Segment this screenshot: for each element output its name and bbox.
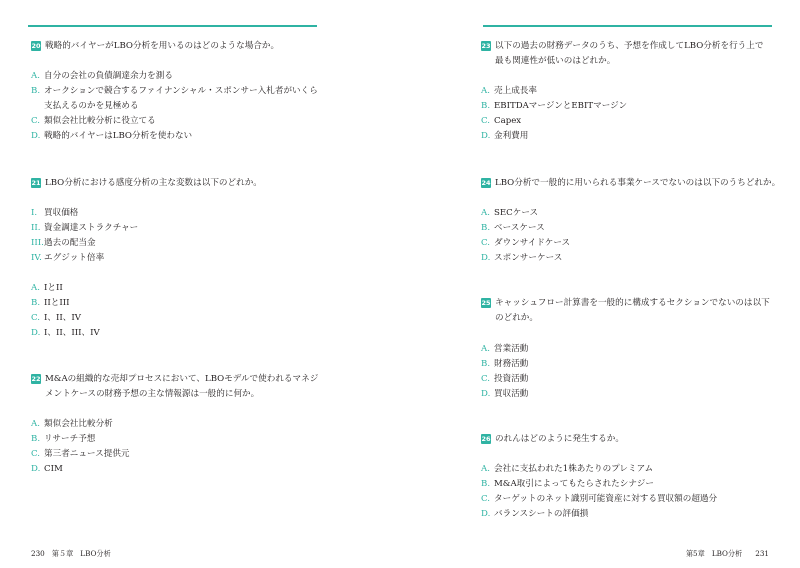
option-text: I、II、III、IV: [44, 328, 100, 338]
page-number: 231: [755, 549, 769, 558]
question-24: [481, 176, 786, 191]
options-list: [31, 281, 331, 341]
option-text: 売上成長率: [494, 86, 537, 96]
top-rule: [483, 25, 772, 27]
option-item: [481, 114, 781, 129]
question-line: [31, 176, 331, 191]
item-text: 資金調達ストラクチャー: [44, 223, 139, 233]
question-number-badge: 25: [481, 299, 491, 307]
option-letter: D.: [481, 131, 491, 141]
item-text: 過去の配当金: [44, 238, 96, 248]
option-letter: B.: [481, 479, 491, 489]
option-text: オークションで競合するファイナンシャル・スポンサー入札者がいくら: [44, 86, 318, 96]
option-item: [481, 206, 781, 221]
option-letter: D.: [481, 389, 491, 399]
option-text: 会社に支払われた1株あたりのプレミアム: [494, 464, 654, 474]
option-text: SECケース: [494, 208, 539, 218]
question-text: LBO分析で一般的に用いられる事業ケースでないのは以下のうちどれか。: [495, 178, 781, 188]
page-footer: [31, 549, 111, 559]
option-text: 財務活動: [494, 359, 529, 369]
option-item: [481, 129, 781, 144]
chapter-label: 第5章: [685, 549, 705, 558]
question-line: [31, 39, 331, 54]
question-text: M&Aの組織的な売却プロセスにおいて、LBOモデルで使われるマネジ: [45, 374, 319, 384]
option-letter: A.: [481, 86, 490, 96]
option-text: IIとIII: [44, 298, 70, 308]
option-letter: D.: [481, 509, 491, 519]
roman-numeral: II.: [31, 223, 41, 233]
question-number-badge: 23: [481, 42, 491, 50]
question-26: [481, 432, 781, 447]
roman-item: [31, 221, 331, 236]
option-text: 支払えるのかを見極める: [44, 101, 139, 111]
question-number-badge: 21: [31, 179, 41, 187]
option-text: 類似会社比較分析に役立てる: [44, 116, 156, 126]
option-item: [31, 432, 331, 447]
option-item: [481, 251, 781, 266]
option-letter: [31, 99, 44, 114]
question-text: のれんはどのように発生するか。: [495, 434, 624, 444]
option-text: リサーチ予想: [44, 434, 96, 444]
question-text: 以下の過去の財務データのうち、予想を作成してLBO分析を行う上で: [495, 41, 764, 51]
option-item: [31, 281, 331, 296]
roman-item: [31, 236, 331, 251]
option-letter: B.: [481, 359, 491, 369]
option-text: 投資活動: [494, 374, 529, 384]
question-line: [31, 372, 331, 387]
option-item: [31, 447, 331, 462]
options-list: [31, 69, 331, 144]
question-21: [31, 176, 331, 191]
page-number: 230: [31, 549, 45, 558]
option-item: [481, 387, 781, 402]
option-item: [481, 84, 781, 99]
option-text: 戦略的バイヤーはLBO分析を使わない: [44, 131, 193, 141]
option-letter: A.: [31, 419, 40, 429]
options-list: [31, 417, 331, 477]
question-20: [31, 39, 331, 54]
option-letter: C.: [481, 494, 491, 504]
roman-numeral: I.: [31, 208, 38, 218]
option-item: [481, 507, 786, 522]
option-letter: C.: [481, 116, 491, 126]
option-item: [31, 84, 331, 99]
question-text-continued: 最も関連性が低いのはどれか。: [495, 56, 616, 66]
question-22: [31, 372, 331, 402]
roman-items-list: [31, 206, 331, 266]
option-letter: D.: [31, 131, 41, 141]
option-text: 買収活動: [494, 389, 529, 399]
option-letter: A.: [31, 71, 40, 81]
option-item: [31, 99, 331, 114]
option-text: スポンサーケース: [494, 253, 563, 263]
option-item: [481, 221, 781, 236]
option-text: IとII: [44, 283, 63, 293]
question-text: キャッシュフロー計算書を一般的に構成するセクションでないのは以下: [495, 298, 770, 308]
option-item: [481, 99, 781, 114]
option-letter: A.: [481, 208, 490, 218]
question-text: 戦略的バイヤーがLBO分析を用いるのはどのような場合か。: [45, 41, 280, 51]
option-item: [31, 69, 331, 84]
option-item: [481, 477, 786, 492]
option-letter: B.: [31, 298, 41, 308]
roman-item: [31, 251, 331, 266]
roman-numeral: III.: [31, 238, 44, 248]
option-text: 営業活動: [494, 344, 529, 354]
option-letter: A.: [481, 344, 490, 354]
option-text: 類似会社比較分析: [44, 419, 113, 429]
option-text: Capex: [494, 116, 522, 126]
option-letter: D.: [31, 328, 41, 338]
question-line: [481, 296, 786, 311]
question-number-badge: 22: [31, 375, 41, 383]
options-list: [481, 84, 781, 144]
option-item: [31, 129, 331, 144]
question-line: [481, 176, 786, 191]
option-letter: B.: [31, 434, 41, 444]
chapter-title: LBO分析: [711, 549, 743, 558]
option-item: [481, 357, 781, 372]
option-letter: A.: [31, 283, 40, 293]
option-text: 第三者ニュース提供元: [44, 449, 130, 459]
option-item: [481, 462, 786, 477]
option-item: [481, 372, 781, 387]
question-text-continued: のどれか。: [495, 313, 538, 323]
option-letter: B.: [481, 223, 491, 233]
question-number-badge: 24: [481, 179, 491, 187]
option-text: CIM: [44, 464, 63, 474]
options-list: [481, 206, 781, 266]
option-text: バランスシートの評価損: [494, 509, 589, 519]
roman-item: [31, 206, 331, 221]
item-text: 買収価格: [44, 208, 79, 218]
option-item: [31, 311, 331, 326]
right-page: [400, 0, 800, 568]
option-item: [31, 296, 331, 311]
question-23: [481, 39, 781, 69]
option-letter: A.: [481, 464, 490, 474]
page-footer: [686, 549, 769, 559]
option-text: 自分の会社の負債調達余力を測る: [44, 71, 173, 81]
option-text: 金利費用: [494, 131, 529, 141]
question-text-continued: メントケースの財務予想の主な情報源は一般的に何か。: [45, 389, 260, 399]
options-list: [481, 342, 781, 402]
option-text: M&A取引によってもたらされたシナジー: [494, 479, 654, 489]
option-text: ダウンサイドケース: [494, 238, 571, 248]
option-letter: C.: [31, 449, 41, 459]
option-text: EBITDAマージンとEBITマージン: [494, 101, 628, 111]
option-text: ターゲットのネット識別可能資産に対する買収額の超過分: [494, 494, 718, 504]
option-item: [481, 342, 781, 357]
question-line: [481, 39, 781, 54]
chapter-label: 第５章: [51, 549, 74, 558]
chapter-title: LBO分析: [80, 549, 111, 558]
option-text: ベースケース: [494, 223, 545, 233]
option-letter: B.: [31, 86, 41, 96]
option-item: [481, 236, 781, 251]
top-rule: [28, 25, 317, 27]
option-letter: C.: [481, 374, 491, 384]
question-line: [481, 432, 781, 447]
option-letter: C.: [31, 313, 41, 323]
options-list: [481, 462, 786, 522]
option-item: [31, 114, 331, 129]
question-number-badge: 26: [481, 435, 491, 443]
question-25: [481, 296, 786, 326]
option-letter: C.: [481, 238, 491, 248]
item-text: エグジット倍率: [44, 253, 105, 263]
question-text: LBO分析における感度分析の主な変数は以下のどれか。: [45, 178, 262, 188]
option-item: [31, 462, 331, 477]
option-letter: D.: [481, 253, 491, 263]
roman-numeral: IV.: [31, 253, 42, 263]
option-letter: C.: [31, 116, 41, 126]
question-number-badge: 20: [31, 42, 41, 50]
option-item: [31, 326, 331, 341]
option-letter: B.: [481, 101, 491, 111]
option-item: [31, 417, 331, 432]
option-letter: D.: [31, 464, 41, 474]
option-item: [481, 492, 786, 507]
option-text: I、II、IV: [44, 313, 81, 323]
